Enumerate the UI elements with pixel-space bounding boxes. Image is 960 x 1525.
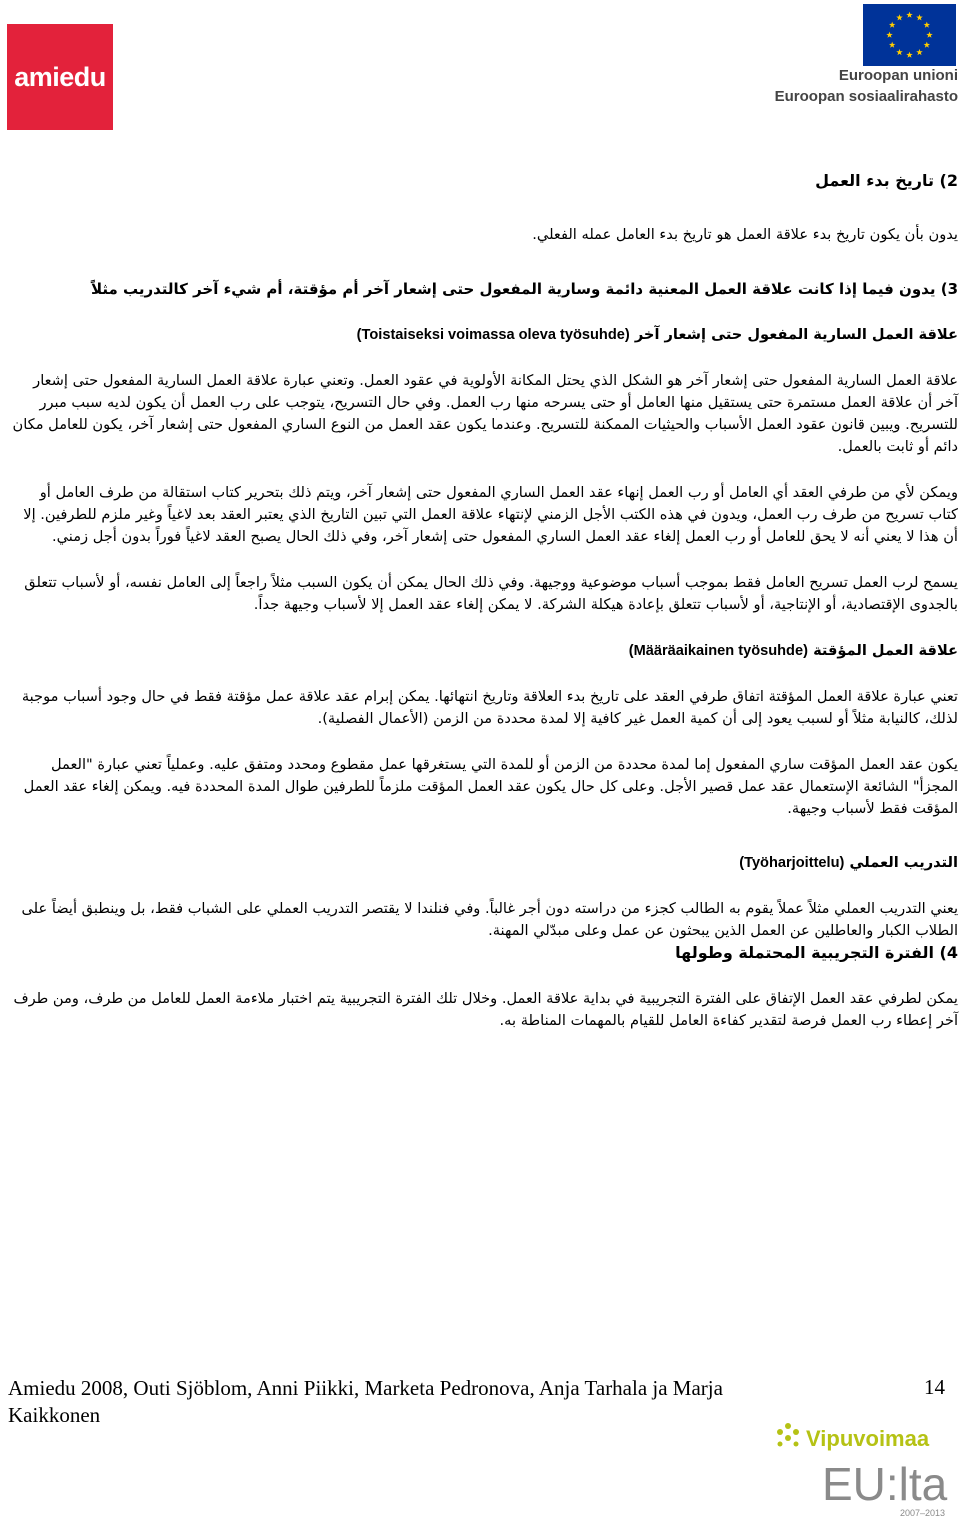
section-4-title: 4) الفترة التجريبية المحتملة وطولها (675, 943, 958, 962)
section-3-title: 3) يدون فيما إذا كانت علاقة العمل المعنية دائمة وسارية المفعول حتى إشعار آخر أم مؤقتة، أم شيء آخر كالتدريب مثلاً (90, 280, 958, 298)
subsection-temporary-title-fi: (Määräaikainen työsuhde) (628, 643, 808, 659)
paragraph-internship: يعني التدريب العملي مثلاً عملاً يقوم به الطالب كجزء من دراسته دون أجر غالباً. وفي فنلندا لا يقتصر التدريب العملي على الشباب فقط، بل وينطبق أيضاً على الطلاب الكبار والعاطلين عن العمل الذين يبحثون عن عمل وعلى مبدّلي المهنة. (21, 900, 958, 939)
subsection-temporary-title (12, 640, 958, 662)
vipuvoimaa-stars-icon (777, 1423, 799, 1447)
page-number: 14 (924, 1375, 945, 1399)
section-2-paragraph: يدون بأن يكون تاريخ بدء علاقة العمل هو تاريخ بدء العامل عمله الفعلي. (532, 226, 958, 243)
subsection-internship-title (12, 852, 958, 874)
eu-funding-label (762, 65, 958, 107)
subsection-permanent-title-ar: علاقة العمل السارية المفعول حتى إشعار آخر (634, 326, 958, 343)
eu-line-2: Euroopan sosiaalirahasto (774, 88, 958, 105)
paragraph-temporary-2: يكون عقد العمل المؤقت ساري المفعول إما لمدة محددة من الزمن أو للمدة التي يستغرقها عمل مقطوع ومحدد ومتفق عليه. وعملياً تعني عبارة "العمل المجزأ" الشائعة الإستعمال عقد عمل قصير الأجل. وعلى كل حال يكون عقد العمل المؤقت ملزماً للطرفين طوال المدة المحددة فيه. ويمكن إلغاء عقد العمل المؤقت فقط لأسباب وجيهة. (23, 756, 958, 817)
vipuvoimaa-eu-logo (770, 1420, 958, 1520)
subsection-internship-title-fi: (Työharjoittelu) (739, 855, 845, 871)
subsection-permanent-title (12, 324, 958, 346)
footer-credits: Amiedu 2008, Outi Sjöblom, Anni Piikki, Marketa Pedronova, Anja Tarhala ja Marja Kaikkonen (8, 1376, 723, 1427)
eu-flag-icon (863, 4, 956, 66)
vipuvoimaa-wordmark: Vipuvoimaa (806, 1426, 930, 1451)
eulta-wordmark: EU:lta (822, 1458, 948, 1510)
eu-line-1: Euroopan unioni (838, 67, 958, 84)
logo-years: 2007–2013 (900, 1508, 946, 1518)
subsection-internship-title-ar: التدريب العملي (849, 854, 958, 871)
subsection-temporary-title-ar: علاقة العمل المؤقتة (813, 642, 958, 659)
paragraph-temporary-1: تعني عبارة علاقة العمل المؤقتة اتفاق طرفي العقد على تاريخ بدء العلاقة وتاريخ انتهائها. يمكن إبرام عقد علاقة عمل مؤقتة فقط في حال وجود أسباب موجبة لذلك، كالنيابة مثلاً أو لسبب يعود إلى أن كمية العمل غير كافية إلا لمدة محددة من الزمن (الأعمال الفصلية). (21, 688, 958, 727)
document-body (12, 170, 958, 1032)
section-2-title: 2) تاريخ بدء العمل (815, 171, 958, 190)
paragraph-permanent-1: علاقة العمل السارية المفعول حتى إشعار آخر هو الشكل الذي يحتل المكانة الأولوية في عقود العمل. وتعني عبارة علاقة العمل السارية المفعول حتى إشعار آخر أن علاقة العمل مستمرة حتى يستقيل منها العامل أو حتى يسرحه منها رب العمل. وفي حال التسريح، يتوجب على رب العمل أن يكون لديه سبب مبرر للتسريح. ويبين قانون عقود العمل الأسباب والحيثيات الممكنة للتسريح. وعندما يكون عقد العمل من النوع الساري المفعول حتى إشعار آخر، يكون للعامل مكان دائم أو ثابت بالعمل. (12, 372, 958, 455)
section-4-paragraph: يمكن لطرفي عقد العمل الإتفاق على الفترة التجريبية في بداية علاقة العمل. وخلال تلك الفترة التجريبية يتم اختبار ملاءمة العمل للعامل من طرف، ومن طرف آخر إعطاء رب العمل فرصة لتقدير كفاءة العامل للقيام بالمهمات المناطة به. (13, 990, 958, 1029)
amiedu-logo-text: amiedu (14, 61, 106, 92)
subsection-permanent-title-fi: (Toistaiseksi voimassa oleva työsuhde) (356, 327, 630, 343)
paragraph-permanent-3: يسمح لرب العمل تسريح العامل فقط بموجب أسباب موضوعية ووجيهة. وفي ذلك الحال يمكن أن يكون السبب مثلاً راجعاً إلى العامل نفسه، أو لأسباب تتعلق بالجدوى الإقتصادية، أو الإنتاجية، أو لأسباب تتعلق بإعادة هيكلة الشركة. لا يمكن إلغاء عقد العمل إلا لأسباب وجيهة جداً. (24, 574, 958, 613)
amiedu-logo (7, 24, 113, 130)
paragraph-permanent-2: ويمكن لأي من طرفي العقد أي العامل أو رب العمل إنهاء عقد العمل الساري المفعول حتى إشعار آخر، ويتم ذلك بتحرير كتاب استقالة من طرف العامل أو كتاب تسريح من طرف رب العمل، ويدون في هذه الكتب الأجل الزمني لإنتهاء علاقة العمل التي تبين التاريخ الذي يعتبر العقد بعد لاغياً وغير ملزم للطرفين. إلا أن هذا لا يعني أنه لا يحق للعامل أو رب العمل إلغاء عقد العمل الساري المفعول حتى إشعار آخر، وفي ذلك الحال يصبح العقد لاغياً فوراً بدون أجل زمني. (23, 484, 958, 545)
